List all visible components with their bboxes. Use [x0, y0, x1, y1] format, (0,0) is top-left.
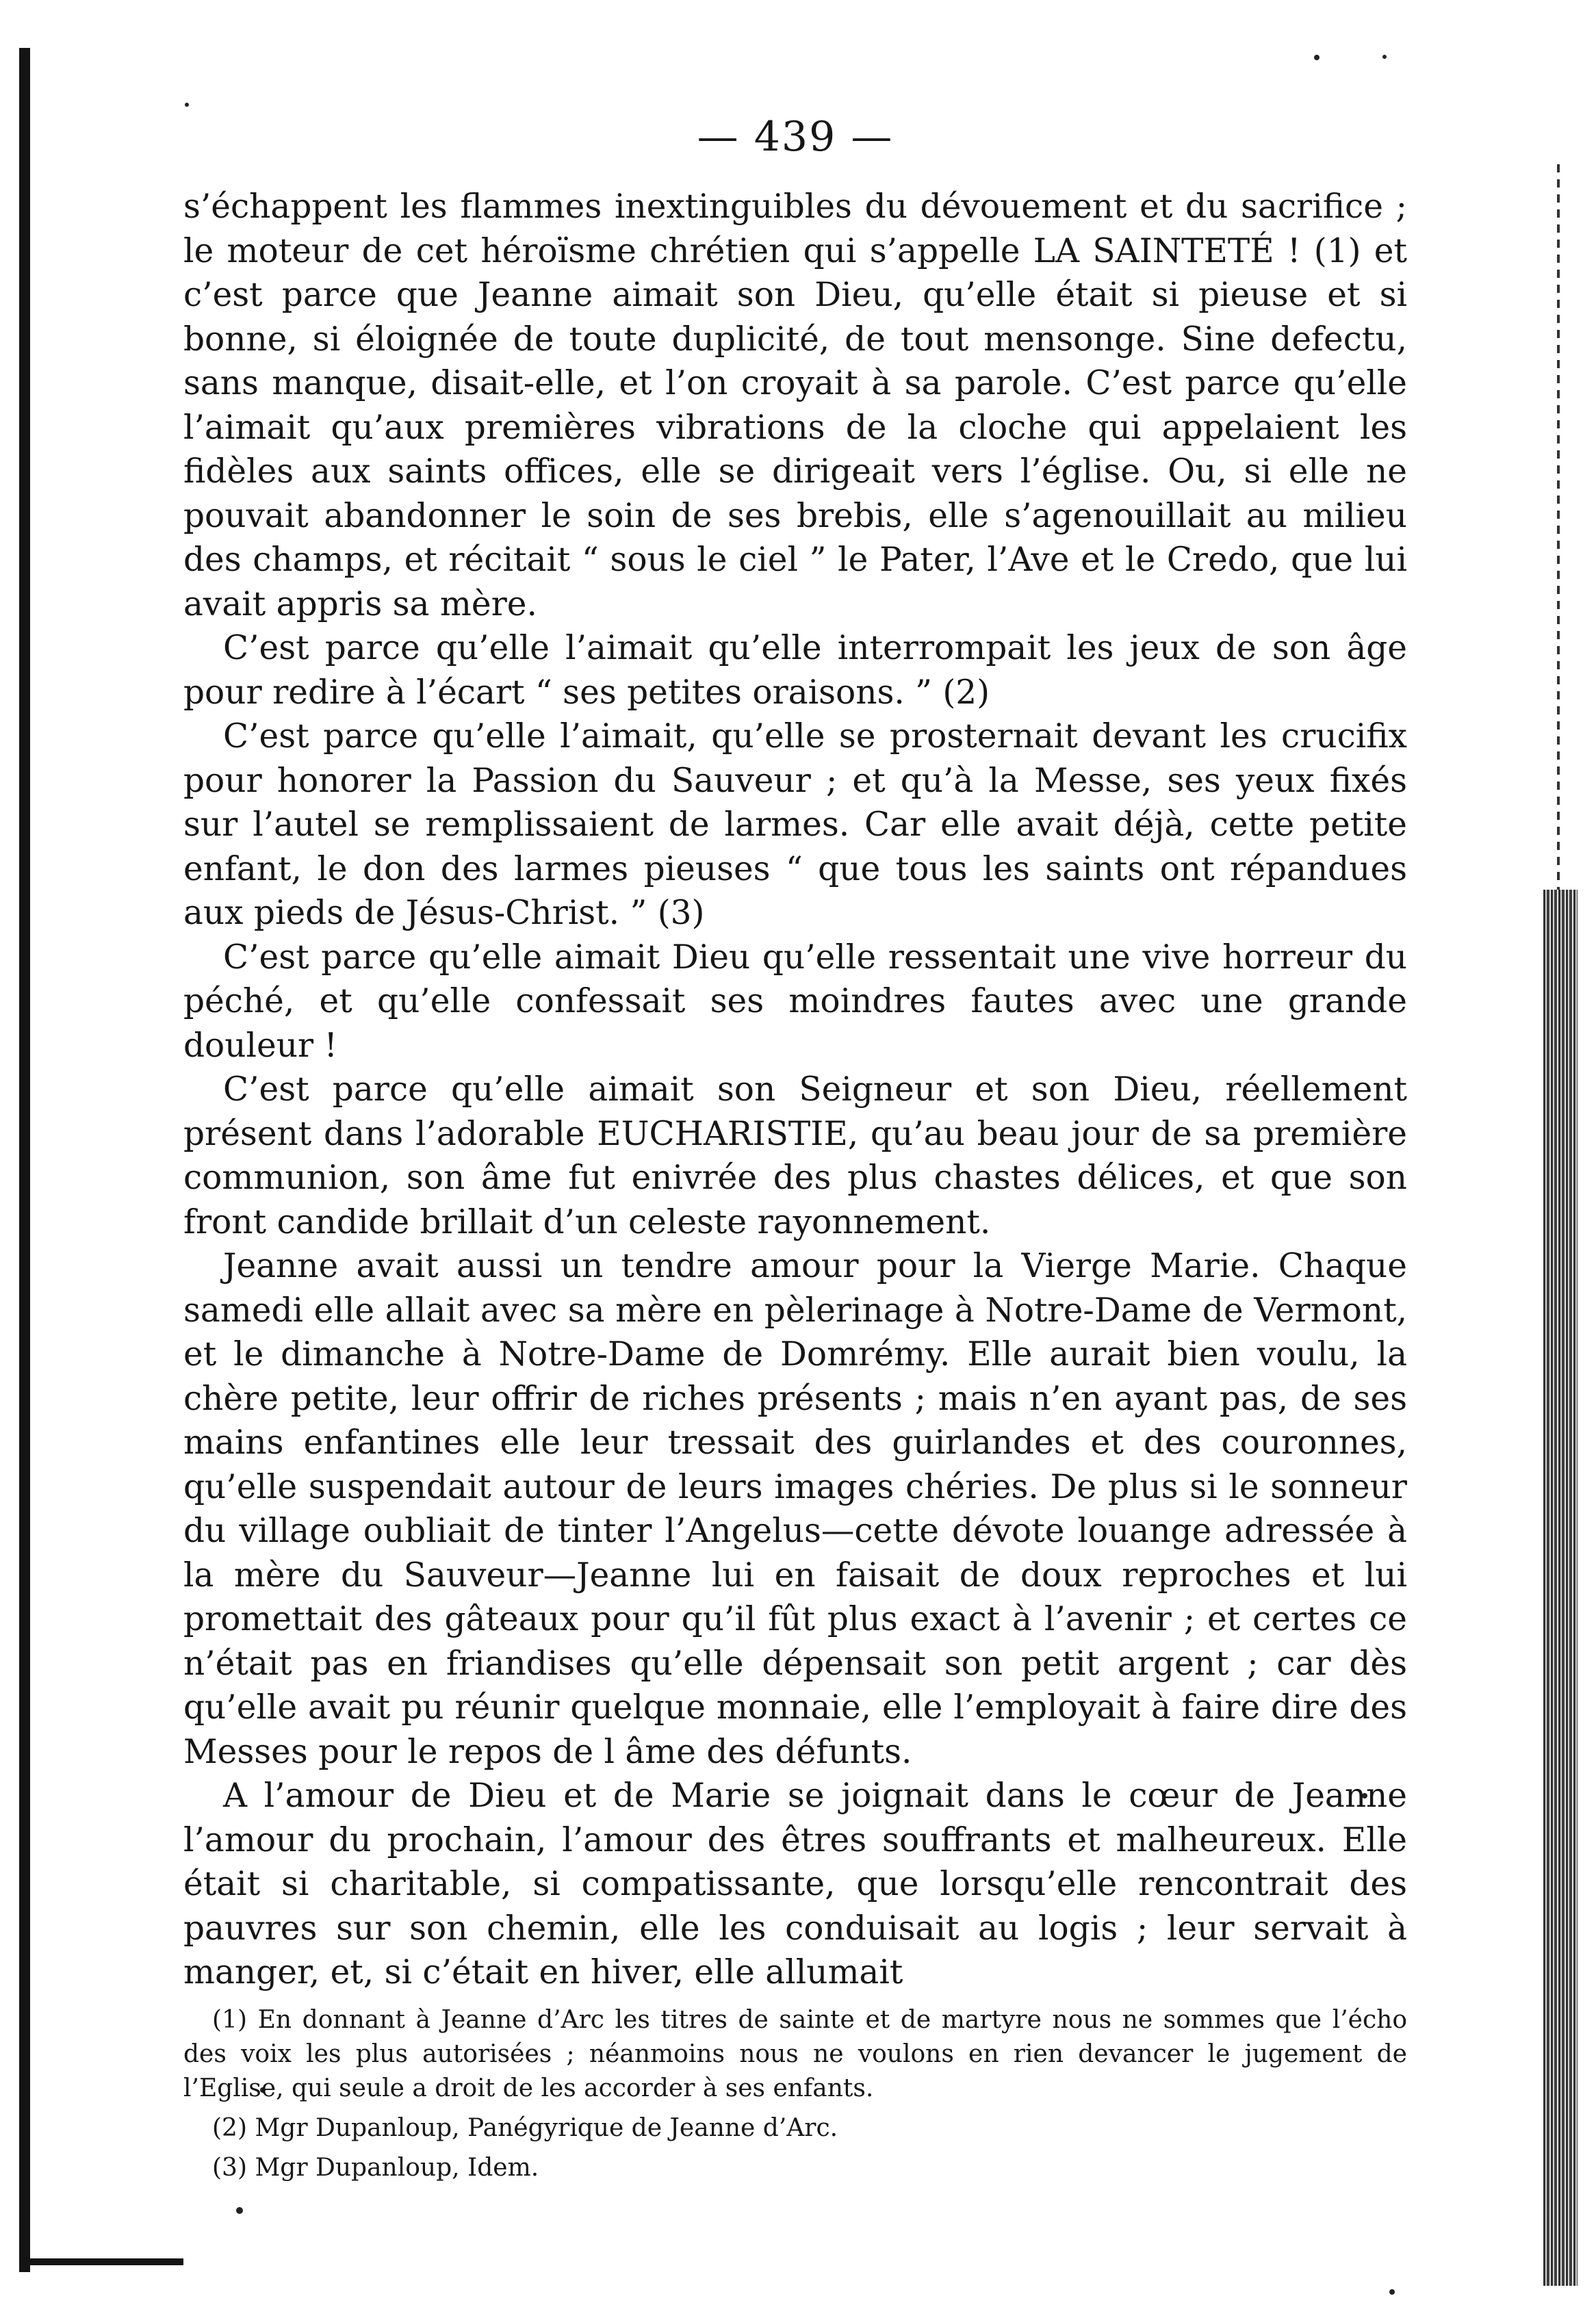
footnote: (3) Mgr Dupanloup, Idem. — [212, 2153, 539, 2182]
paragraph: s’échappent les flammes inextinguibles du dévouement et du sacrifice ; le moteur de cet héroïsme chrétien qui s’appelle LA SAINTETÉ ! (1) et c’est parce que Jeanne aimait son Dieu, qu’elle était si pieuse et si bonne, si éloignée de toute duplicité, de tout mensonge. Sine defectu, sans manque, disait-elle, et l’on croyait à sa parole. C’est parce qu’elle l’aimait qu’aux premières vibrations de la cloche qui appelaient les fidèles aux saints offices, elle se dirigeait vers l’église. Ou, si elle ne pouvait abandonner le soin de ses brebis, elle s’agenouillait au milieu des champs, et récitait “ sous le ciel ” le Pater, l’Ave et le Credo, que lui avait appris sa mère. — [183, 188, 1407, 623]
book-page — [183, 109, 1407, 2185]
paragraph: Jeanne avait aussi un tendre amour pour la Vierge Marie. Chaque samedi elle allait avec sa mère en pèlerinage à Notre-Dame de Vermont, et le dimanche à Notre-Dame de Domrémy. Elle aurait bien voulu, la chère petite, leur offrir de riches présents ; mais n’en ayant pas, de ses mains enfantines elle leur tressait des guirlandes et des couronnes, qu’elle suspendait autour de leurs images chéries. De plus si le sonneur du village oubliait de tinter l’Angelus—cette dévote louange adressée à la mère du Sauveur—Jeanne lui en faisait de doux reproches et lui promettait des gâteaux pour qu’il fût plus exact à l’avenir ; et certes ce n’était pas en friandises qu’elle dépensait son petit argent ; car dès qu’elle avait pu réunir quelque monnaie, elle l’employait à faire dire des Messes pour le repos de l âme des défunts. — [183, 1247, 1407, 1771]
footnotes — [183, 2003, 1407, 2185]
page-number: — 439 — — [697, 113, 894, 161]
scan-speck — [1314, 55, 1320, 60]
footnote: (2) Mgr Dupanloup, Panégyrique de Jeanne d’Arc. — [212, 2113, 838, 2142]
body-text — [183, 185, 1407, 1995]
scan-edge-right — [1543, 890, 1578, 2286]
scan-speck — [236, 2207, 243, 2214]
footnote: (1) En donnant à Jeanne d’Arc les titres de sainte et de martyre nous ne sommes que l’écho des voix les plus autorisées ; néanmoins nous ne voulons en rien devancer le jugement de l’Eglise, qui seule a droit de les accorder à ses enfants. — [183, 2005, 1407, 2102]
scan-speck — [185, 103, 189, 107]
scan-speck — [1389, 2289, 1395, 2295]
scan-edge-right-dashes — [1557, 164, 1560, 890]
paragraph: A l’amour de Dieu et de Marie se joignait dans le cœur de Jeanne l’amour du prochain, l’amour des êtres souffrants et malheureux. Elle était si charitable, si compatissante, que lorsqu’elle rencontrait des pauvres sur son chemin, elle les conduisait au logis ; leur servait à manger, et, si c’était en hiver, elle allumait — [183, 1777, 1407, 1992]
paragraph: C’est parce qu’elle l’aimait qu’elle interrompait les jeux de son âge pour redire à l’écart “ ses petites oraisons. ” (2) — [183, 629, 1407, 712]
scan-edge-left — [19, 48, 30, 2272]
paragraph: C’est parce qu’elle l’aimait, qu’elle se prosternait devant les crucifix pour honorer la Passion du Sauveur ; et qu’à la Messe, ses yeux fixés sur l’autel se remplissaient de larmes. Car elle avait déjà, cette petite enfant, le don des larmes pieuses “ que tous les saints ont répandues aux pieds de Jésus-Christ. ” (3) — [183, 717, 1407, 932]
paragraph: C’est parce qu’elle aimait Dieu qu’elle ressentait une vive horreur du péché, et qu’elle confessait ses moindres fautes avec une grande douleur ! — [183, 938, 1407, 1065]
scan-speck — [1382, 55, 1387, 59]
paragraph: C’est parce qu’elle aimait son Seigneur et son Dieu, réellement présent dans l’adorable EUCHARISTIE, qu’au beau jour de sa première communion, son âme fut enivrée des plus chastes délices, et que son front candide brillait d’un celeste rayonnement. — [183, 1070, 1407, 1241]
scan-edge-bottom — [19, 2258, 183, 2265]
